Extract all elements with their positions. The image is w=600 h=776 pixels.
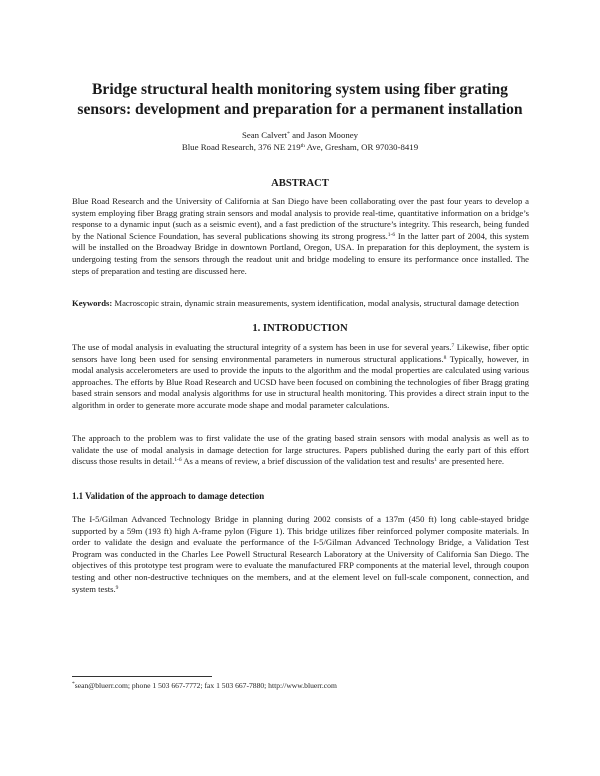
intro-paragraph-1 [72, 342, 529, 412]
keywords [72, 298, 529, 310]
author-1: Sean Calvert [241, 130, 288, 140]
intro-paragraph-2 [72, 433, 529, 468]
footnote-mark: * [72, 681, 75, 687]
intro-p2-b: As a means of review, a brief discussion of the validation test and results [181, 456, 435, 467]
intro-p2-c: are presented here. [437, 456, 505, 467]
author-line [40, 130, 560, 141]
abstract-ref: 1-6 [387, 231, 396, 238]
abstract-text-a: Blue Road Research and the University of California at San Diego have been collaborating over the past four years to develop a system employing fiber Bragg grating strain sensors and modal analysis to provide real-time, quantitative information on a bridge’s response to a dynamic input (such as a seismic event), and a fast prediction of the structure’s integrity. This research, being funded by the National Science Foundation, has several publications showing its strong progress. [72, 196, 529, 241]
keywords-text: Macroscopic strain, dynamic strain measurements, system identification, modal analysis, structural damage detection [112, 298, 519, 308]
intro-p1-ref2: 8 [443, 354, 447, 361]
abstract-text [72, 196, 529, 277]
affiliation [40, 142, 560, 153]
title-line-2: sensors: development and preparation for a permanent installation [77, 101, 523, 118]
affiliation-sup: th [300, 143, 305, 149]
abstract-heading: ABSTRACT [271, 178, 329, 189]
section-1-1-heading: 1.1 Validation of the approach to damage detection [72, 491, 265, 501]
intro-p1-ref1: 7 [451, 343, 455, 349]
intro-p2-ref: 1-6 [174, 457, 182, 464]
footnote-rule [72, 676, 212, 677]
author-1-mark: * [287, 131, 290, 137]
intro-p1-c: Typically, however, in modal analysis accelerometers are used to provide the inputs to the algorithm and the modal properties are calculated using various approaches. The efforts by Blue Road Research and UCSD have been focused on combining the technologies of fiber Bragg grating based strain sensors and modal analysis algorithms for use in structural health monitoring. This provides a direct strain input to the algorithm in order to generate more accurate mode shape and modal parameter calculations. [72, 353, 529, 410]
paper-title [40, 80, 560, 120]
affiliation-prefix: Blue Road Research, 376 NE 219 [181, 142, 301, 152]
intro-p2-ref2: 1 [434, 457, 438, 464]
title-line-1: Bridge structural health monitoring system using fiber grating [92, 81, 508, 98]
section-1-1-ref: 9 [115, 584, 119, 591]
author-2: and Jason Mooney [289, 130, 359, 140]
section-1-1-text [72, 514, 529, 595]
footnote [72, 681, 337, 691]
intro-p1-b: Likewise, fiber optic sensors have long been used for sensing environmental parameters in numerous structural applications. [72, 342, 529, 364]
section-1-1-body: The I-5/Gilman Advanced Technology Bridge in planning during 2002 consists of a 137m (450 ft) long cable-stayed bridge supported by a 59m (193 ft) high A-frame pylon (Figure 1). This bridge utilizes fiber reinforced polymer composite materials. In order to validate the design and evaluate the performance of the I-5/Gilman Advanced Technology Bridge, a Validation Test Program was conducted in the Charles Lee Powell Structural Research Laboratory at the University of California San Diego. The objectives of this prototype test program were to evaluate the manufactured FRP components at the material level, through coupon testing and other non-destructive techniques on the members, and at the element level on full-scale component, connection, and system tests. [72, 514, 529, 594]
abstract-text-b: In the latter part of 2004, this system will be installed on the Broadway Bridge in downtown Portland, Oregon, USA. In preparation for this deployment, the system is undergoing testing from the sensors through the readout unit and bridge modeling to ensure its performance once installed. The steps of preparation and testing are discussed here. [72, 230, 529, 276]
intro-p1-a: The use of modal analysis in evaluating the structural integrity of a system has been in use for several years. [72, 342, 452, 352]
introduction-heading: 1. INTRODUCTION [252, 323, 348, 334]
intro-p2-a: The approach to the problem was to first validate the use of the grating based strain sensors with modal analysis as well as to validate the use of modal analysis in damage detection for large structures. Papers published during the early part of this effort discuss those results in detail. [72, 433, 529, 467]
footnote-text: sean@bluerr.com; phone 1 503 667-7772; fax 1 503 667-7880; http://www.bluerr.com [74, 681, 337, 690]
keywords-label: Keywords: [72, 298, 113, 308]
affiliation-suffix: Ave, Gresham, OR 97030-8419 [304, 142, 419, 152]
